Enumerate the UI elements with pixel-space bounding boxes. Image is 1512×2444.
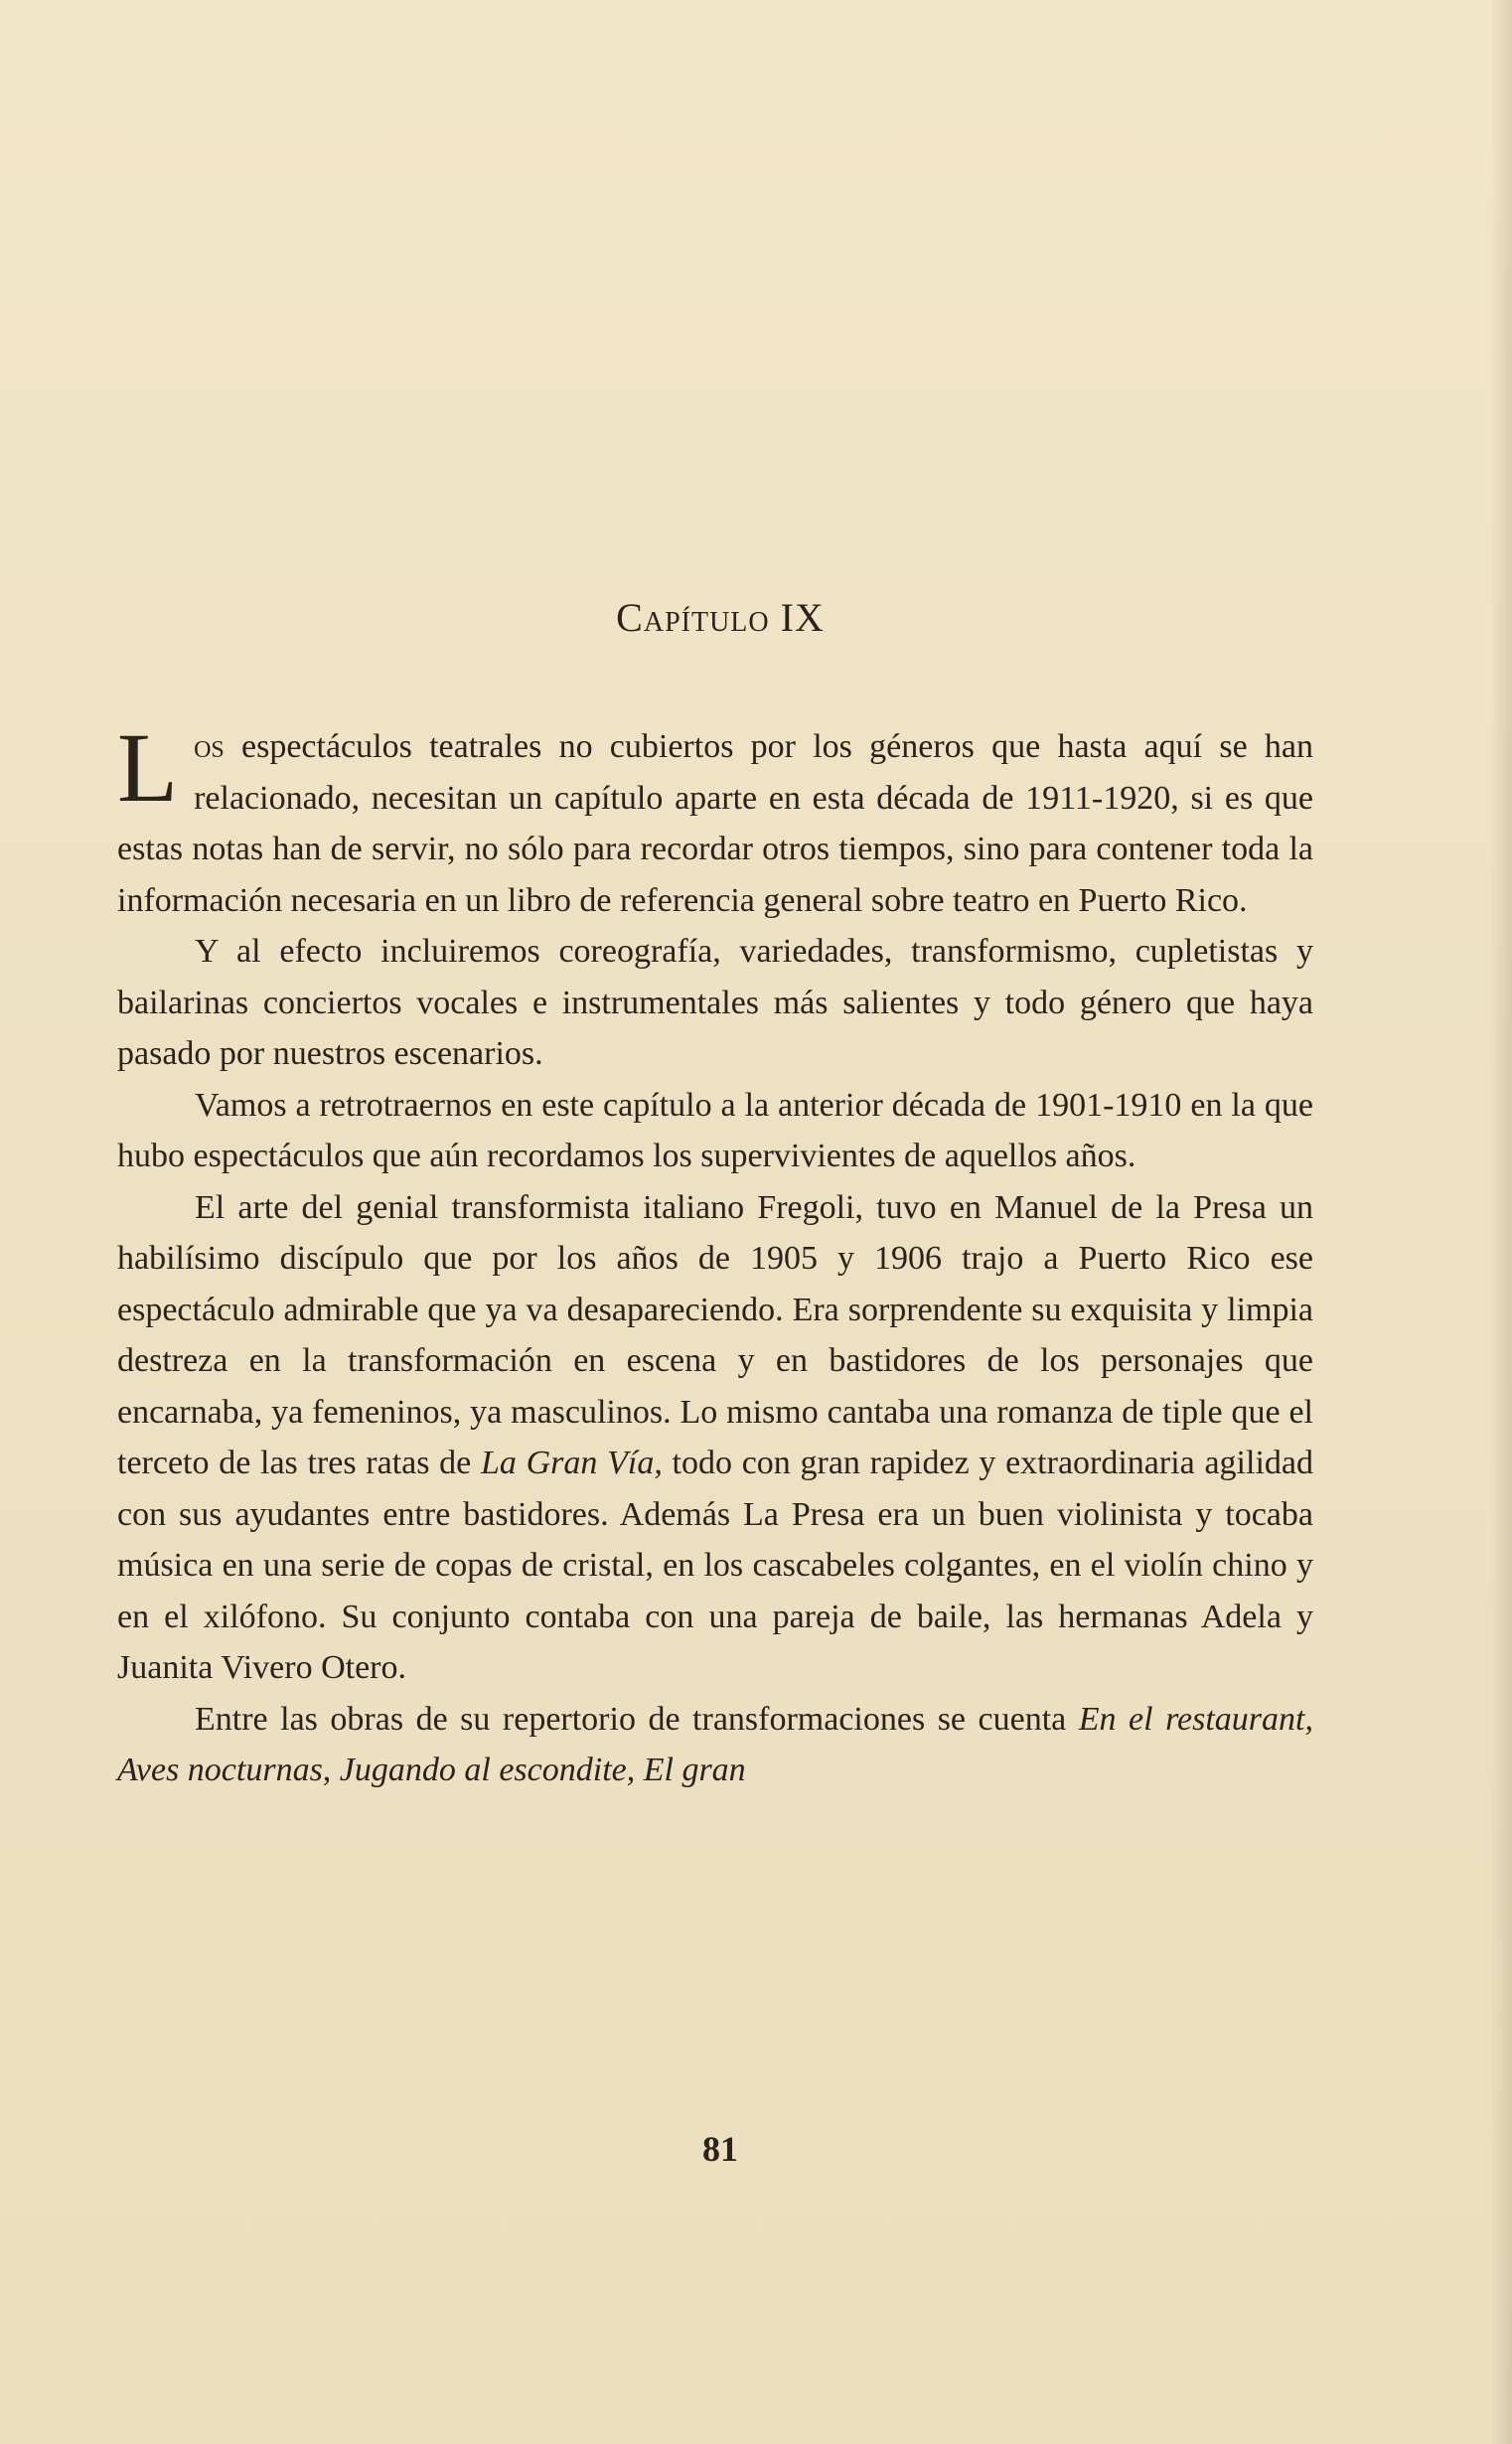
chapter-title: Capítulo IX	[616, 595, 825, 640]
work-title-la-gran-via: La Gran Vía,	[480, 1445, 663, 1481]
paragraph-4	[117, 1182, 1313, 1694]
paragraph-5	[117, 1694, 1313, 1796]
body-text	[117, 712, 1313, 1796]
paragraph-4-text-b: todo con gran rapidez y extraordinaria agilidad con sus ayudantes entre bastidores. Además La Presa era un buen violinista y tocaba música en una serie de copas de cristal, en los cascabeles colgantes, en el violín chino y en el xilófono. Su conjunto contaba con una pareja de baile, las hermanas Adela y Juanita Vivero Otero.	[117, 1445, 1313, 1686]
paragraph-1	[117, 712, 1313, 926]
drop-cap: L	[117, 712, 179, 823]
paragraph-5-text: Entre las obras de su repertorio de transformaciones se cuenta	[195, 1700, 1079, 1738]
paragraph-1-text: espectáculos teatrales no cubiertos por los géneros que hasta aquí se han relacionado, necesitan un capítulo aparte en esta década de 1911-1920, si es que estas notas han de servir, no sólo para recordar otros tiempos, sino para contener toda la información necesaria en un libro de referencia general sobre teatro en Puerto Rico.	[117, 728, 1313, 919]
repertoire-works: En el restaurant, Aves nocturnas, Jugando al escondite, El gran	[117, 1700, 1313, 1788]
first-word: os	[194, 728, 225, 765]
paragraph-4-text-a: El arte del genial transformista italiano Fregoli, tuvo en Manuel de la Presa un habilísimo discípulo que por los años de 1905 y 1906 trajo a Puerto Rico ese espectáculo admirable que ya va desapareciendo. Era sorprendente su exquisita y limpia destreza en la transformación en escena y en bastidores de los personajes que encarnaba, ya femeninos, ya masculinos. Lo mismo cantaba una romanza de tiple que el terceto de las tres ratas de	[117, 1188, 1313, 1481]
page-edge-shadow	[1490, 0, 1512, 2444]
paragraph-2: Y al efecto incluiremos coreografía, variedades, transformismo, cupletistas y bailarinas conciertos vocales e instrumentales más salientes y todo género que haya pasado por nuestros escenarios.	[117, 933, 1313, 1072]
page-number: 81	[702, 2129, 738, 2169]
paragraph-3: Vamos a retrotraernos en este capítulo a la anterior década de 1901-1910 en la que hubo espectáculos que aún recordamos los supervivientes de aquellos años.	[117, 1086, 1313, 1174]
